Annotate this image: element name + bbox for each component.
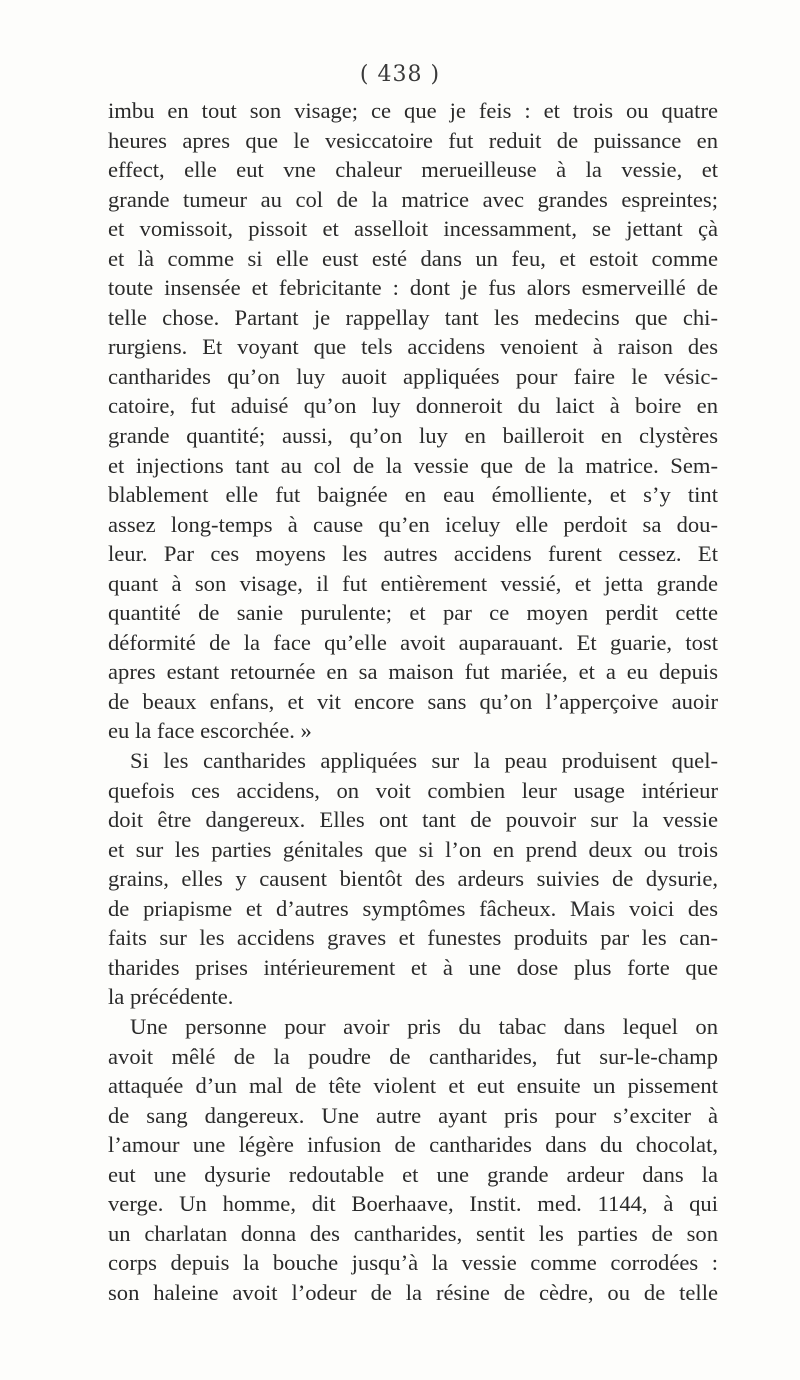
text-line: assez long-temps à cause qu’en iceluy elle perdoit sa dou-: [108, 511, 718, 537]
page-number: ( 438 ): [359, 62, 441, 87]
text-line: corps depuis la bouche jusqu’à la vessie comme corrodées :: [108, 1250, 718, 1276]
text-line: grande quantité; aussi, qu’on luy en bailleroit en clystères: [108, 423, 718, 449]
text-line: quefois ces accidens, on voit combien leur usage intérieur: [108, 777, 718, 803]
text-line: de beaux enfans, et vit encore sans qu’on l’apperçoive auoir: [108, 688, 718, 714]
text-line: leur. Par ces moyens les autres accidens furent cessez. Et: [108, 541, 718, 567]
text-line: effect, elle eut vne chaleur merueilleuse à la vessie, et: [108, 157, 718, 183]
text-line: verge. Un homme, dit Boerhaave, Instit. med. 1144, à qui: [108, 1191, 718, 1217]
text-line: heures apres que le vesiccatoire fut reduit de puissance en: [108, 127, 718, 153]
text-line: imbu en tout son visage; ce que je feis : et trois ou quatre: [108, 98, 718, 123]
text-line: Une personne pour avoir pris du tabac dans lequel on: [130, 1013, 718, 1039]
text-line: eut une dysurie redoutable et une grande ardeur dans la: [108, 1161, 718, 1187]
text-line: Si les cantharides appliquées sur la peau produisent quel-: [130, 748, 718, 774]
text-line: avoit mêlé de la poudre de cantharides, fut sur-le-champ: [108, 1043, 718, 1069]
text-line: toute insensée et febricitante : dont je fus alors esmerveillé de: [108, 275, 718, 301]
text-line: telle chose. Partant je rappellay tant les medecins que chi-: [108, 304, 718, 330]
text-line: catoire, fut aduisé qu’on luy donneroit du laict à boire en: [108, 393, 718, 419]
text-line: cantharides qu’on luy auoit appliquées pour faire le vésic-: [108, 363, 718, 389]
text-line: son haleine avoit l’odeur de la résine de cèdre, ou de telle: [108, 1279, 718, 1305]
text-line: grande tumeur au col de la matrice avec grandes espreintes;: [108, 186, 718, 212]
text-line: et vomissoit, pissoit et asselloit incessamment, se jettant çà: [108, 216, 718, 242]
text-line: un charlatan donna des cantharides, sentit les parties de son: [108, 1220, 718, 1246]
text-line: quant à son visage, il fut entièrement vessié, et jetta grande: [108, 570, 718, 596]
text-line: rurgiens. Et voyant que tels accidens venoient à raison des: [108, 334, 718, 360]
text-line: eu la face escorchée. »: [108, 718, 312, 744]
text-line: déformité de la face qu’elle avoit auparauant. Et guarie, tost: [108, 629, 718, 655]
text-line: grains, elles y causent bientôt des ardeurs suivies de dysurie,: [108, 866, 718, 892]
text-line: et là comme si elle eust esté dans un feu, et estoit comme: [108, 245, 718, 271]
text-line: de priapisme et d’autres symptômes fâcheux. Mais voici des: [108, 895, 718, 921]
text-line: la précédente.: [108, 984, 234, 1010]
body-text: [108, 96, 718, 1307]
text-line: blablement elle fut baignée en eau émolliente, et s’y tint: [108, 482, 718, 508]
text-line: tharides prises intérieurement et à une dose plus forte que: [108, 954, 718, 980]
text-line: et injections tant au col de la vessie que de la matrice. Sem-: [108, 452, 718, 478]
text-line: et sur les parties génitales que si l’on en prend deux ou trois: [108, 836, 718, 862]
text-line: l’amour une légère infusion de cantharides dans du chocolat,: [108, 1132, 718, 1158]
text-line: apres estant retournée en sa maison fut mariée, et a eu depuis: [108, 659, 718, 685]
text-line: de sang dangereux. Une autre ayant pris pour s’exciter à: [108, 1102, 718, 1128]
text-line: faits sur les accidens graves et funestes produits par les can-: [108, 925, 718, 951]
text-line: doit être dangereux. Elles ont tant de pouvoir sur la vessie: [108, 807, 718, 833]
text-line: quantité de sanie purulente; et par ce moyen perdit cette: [108, 600, 718, 626]
text-line: attaquée d’un mal de tête violent et eut ensuite un pissement: [108, 1073, 718, 1099]
